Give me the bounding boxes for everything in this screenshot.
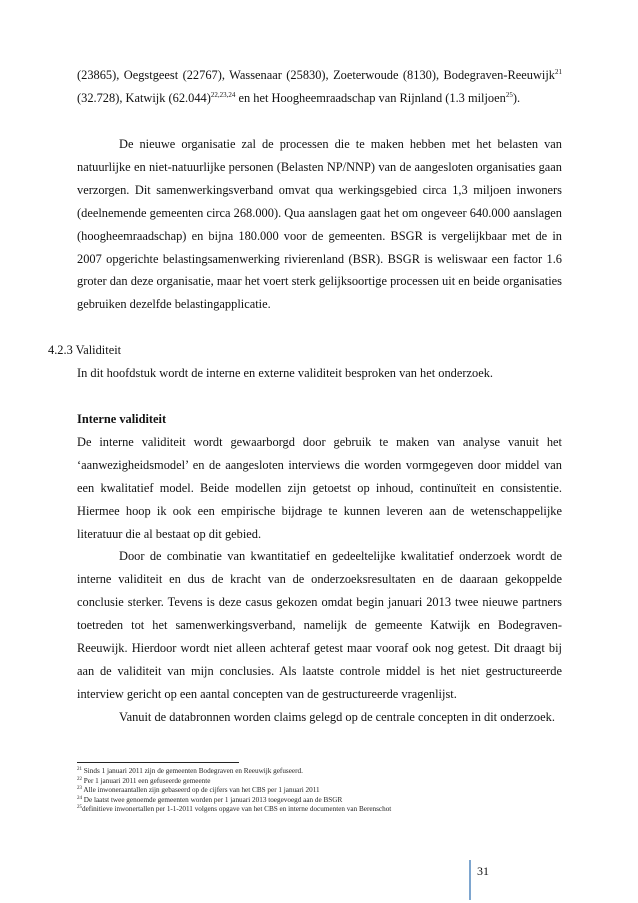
section-intro-text: In dit hoofdstuk wordt de interne en externe validiteit besproken van het onderzoek. — [77, 366, 493, 380]
footnote-21: $^{21}$ Sinds 1 januari 2011 zijn de gemeenten Bodegraven en Reeuwijk gefuseerd. — [77, 767, 303, 775]
interne-validiteit-section — [77, 408, 562, 729]
interne-paragraph-3: Vanuit de databronnen worden claims gelegd op de centrale concepten in dit onderzoek. — [119, 709, 555, 724]
footnote-ref-25[interactable]: 25 — [505, 90, 513, 99]
subheading-interne-validiteit: Interne validiteit — [77, 412, 167, 426]
footnote-25: $^{25}$definitieve inwonertallen per 1-1-2011 volgens opgave van het CBS en interne documenten van Berenschot — [77, 805, 392, 814]
section-intro — [77, 362, 562, 385]
page-number: 31 — [477, 864, 489, 878]
footnote-ref-22-24[interactable]: 22,23,24 — [210, 90, 236, 99]
intro-text-1: (23865), Oegstgeest (22767), Wassenaar (25830), Zoeterwoude (8130), Bodegraven-Reeuwijk — [77, 68, 555, 82]
organisation-text: De nieuwe organisatie zal de processen die te maken hebben met het belasten van natuurlijke en niet-natuurlijke personen (Belasten NP/NNP) van de aangesloten organisaties gaan verzorgen. Dit samenwerkingsverband omvat qua werkingsgebied circa 1,3 miljoen inwoners (deelnemende gemeenten circa 268.000). Qua aanslagen gaat het om ongeveer 640.000 aanslagen (hoogheemraadschap) en bijna 180.000 voor de gemeenten. BSGR is vergelijkbaar met de in 2007 opgerichte belastingsamenwerking rivierenland (BSR). BSGR is weliswaar een factor 1.6 groter dan deze organisatie, maar het voert sterk gelijksoortige processen uit en beide organisaties gebruiken dezelfde belastingapplicatie. — [77, 137, 562, 312]
intro-text-4: ). — [512, 90, 521, 105]
footnotes — [77, 767, 562, 815]
organisation-paragraph — [77, 133, 562, 316]
section-heading: 4.2.3 Validiteit — [48, 343, 122, 357]
footnote-22: $^{22}$ Per 1 januari 2011 een gefuseerde gemeente — [77, 776, 211, 785]
intro-text-2: (32.728), Katwijk (62.044) — [77, 90, 211, 105]
interne-paragraph-1: De interne validiteit wordt gewaarborgd door gebruik te maken van analyse vanuit het ‘aanwezigheidsmodel’ en de aangesloten interviews die worden vormgegeven door middel van een kwalitatief model. Beide modellen zijn getoetst op inhoud, continuïteit en consistentie. Hiermee hoop ik ook een empirische bijdrage te kunnen leveren aan de wetenschappelijke literatuur die al bestaat op dit gebied. — [77, 434, 562, 541]
interne-paragraph-2: Door de combinatie van kwantitatief en gedeeltelijke kwalitatief onderzoek wordt de interne validiteit en dus de kracht van de onderzoeksresultaten en de daaraan gekoppelde conclusie sterker. Tevens is deze casus gekozen omdat begin januari 2013 twee nieuwe partners toetreden tot het samenwerkingsverband, namelijk de gemeente Katwijk en Bodegraven-Reeuwijk. Hierdoor wordt niet alleen achteraf getest maar vooraf ook nog getest. Dit draagt bij aan de validiteit van mijn conclusies. Als laatste controle middel is het niet gestructureerde interview gericht op een aantal concepten van de gestructureerde vragenlijst. — [77, 549, 562, 701]
footnote-23: $^{23}$ Alle inwoneraantallen zijn gebaseerd op de cijfers van het CBS per 1 januari 2011 — [77, 786, 320, 795]
footnote-24: $^{24}$ De laatst twee genoemde gemeenten worden per 1 januari 2013 toegevoegd aan de BSGR — [77, 795, 343, 804]
intro-text-3: en het Hoogheemraadschap van Rijnland (1.3 miljoen — [235, 90, 506, 105]
page-number-bar — [469, 860, 471, 900]
footnote-divider — [77, 762, 239, 763]
footnote-ref-21[interactable]: 21 — [555, 68, 562, 76]
intro-paragraph — [77, 64, 562, 110]
